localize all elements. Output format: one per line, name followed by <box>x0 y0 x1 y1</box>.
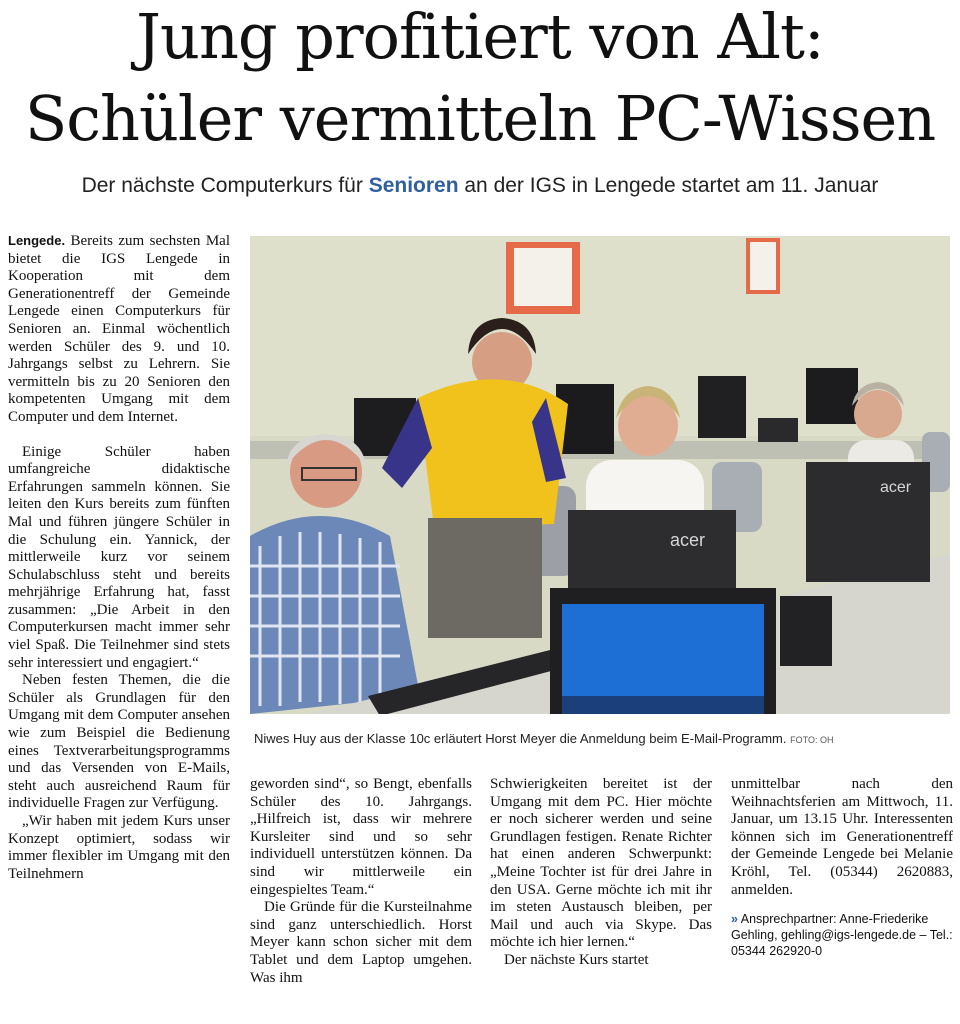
article-column-1 <box>8 232 230 883</box>
paragraph: unmittelbar nach den Weihnachtsferien am Mittwoch, 11. Januar, um 13.15 Uhr. Interessenten können sich im Generationentreff der Gemeinde Lengede bei Melanie Kröhl, Tel. (05344) 2620883, anmelden. <box>731 776 953 898</box>
headline-line-1: Jung profitiert von Alt: <box>136 0 824 73</box>
subhead-before: Der nächste Computerkurs für <box>81 174 369 197</box>
article-column-4 <box>731 776 953 959</box>
article-column-3 <box>490 776 712 970</box>
photo-caption <box>254 731 954 746</box>
paragraph: Neben festen Themen, die die Schüler als Grundlagen für den Umgang mit dem Computer ansehen wie zum Beispiel die Bedienung eines Textverarbeitungsprogramms und das Versenden von E-Mails, steht auch ausreichend Raum für individuelle Fragen zur Verfügung. <box>8 672 230 812</box>
monitor-brand-label: acer <box>880 479 912 496</box>
dateline: Lengede. <box>8 233 66 248</box>
article-column-2 <box>250 776 472 987</box>
intro-text: Bereits zum sechsten Mal bietet die IGS Lengede in Kooperation mit dem Generationentreff der Gemeinde Lengede einen Computerkurs für Senioren an. Einmal wöchentlich werden Schüler des 9. und 10. Jahrgangs selbst zu Lehrern. Sie vermitteln bis zu 20 Senioren den kompetenten Umgang mit dem Computer und dem Internet. <box>8 233 230 425</box>
contact-text: Ansprechpartner: Anne-Friederike Gehling, gehling@igs-lengede.de – Tel.: 05344 262920-0 <box>731 912 953 959</box>
subhead-after: an der IGS in Lengede startet am 11. Januar <box>458 174 879 197</box>
paragraph: Schwierigkeiten bereitet ist der Umgang mit dem PC. Hier möchte er noch sicherer werden und seine Grundlagen festigen. Renate Richter hat einen anderen Schwerpunkt: „Meine Tochter ist für drei Jahre in den USA. Gerne möchte ich mit ihr im steten Austausch bleiben, per Mail und auch via Skype. Das möchte ich hier lernen.“ <box>490 776 712 951</box>
monitor-brand-label: acer <box>670 530 706 550</box>
subhead-highlight: Senioren <box>368 174 459 197</box>
photo-credit: FOTO: OH <box>790 735 834 745</box>
paragraph: Der nächste Kurs startet <box>504 951 649 968</box>
classroom-photo-illustration <box>250 236 950 714</box>
paragraph: „Wir haben mit jedem Kurs unser Konzept optimiert, sodass wir immer flexibler im Umgang mit den Teilnehmern <box>8 813 230 882</box>
headline-line-2: Schüler vermitteln PC-Wissen <box>24 82 936 155</box>
paragraph-intro <box>8 232 230 427</box>
caption-text: Niwes Huy aus der Klasse 10c erläutert Horst Meyer die Anmeldung beim E-Mail-Programm. <box>254 731 787 746</box>
contact-arrow-icon: » <box>731 912 738 927</box>
contact-info <box>731 911 953 959</box>
paragraph: Die Gründe für die Kursteilnahme sind ganz unterschiedlich. Horst Meyer kann schon sicher mit dem Tablet und dem Laptop umgehen. Was ihm <box>250 899 472 986</box>
paragraph: geworden sind“, so Bengt, ebenfalls Schüler des 10. Jahrgangs. „Hilfreich ist, dass wir mehrere Kursleiter sind und so sehr individuell unterstützen können. Da sind wir mittlerweile ein eingespieltes Team.“ <box>250 776 472 898</box>
article-photo <box>250 236 950 714</box>
subheadline <box>0 174 960 198</box>
paragraph: Einige Schüler haben umfangreiche didaktische Erfahrungen sammeln können. Sie leiten den Kurs bereits zum fünften Mal und führen jüngere Schüler in die Schulung ein. Yannick, der mittlerweile kurz vor seinem Schulabschluss steht und bereits mehrjährige Erfahrung hat, fasst zusammen: „Die Arbeit in den Computerkursen macht immer sehr viel Spaß. Die Teilnehmer sind stets sehr interessiert und engagiert.“ <box>8 443 230 671</box>
